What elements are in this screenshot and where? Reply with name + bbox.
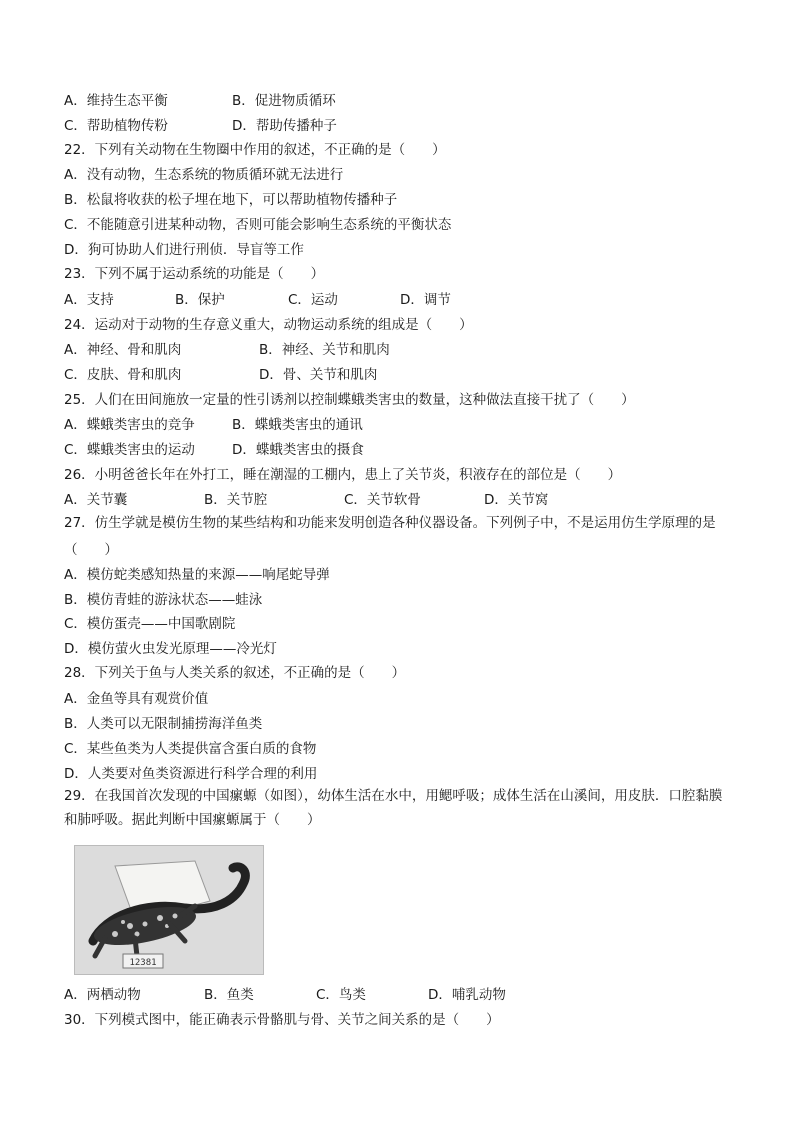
option-q24c-0: C．皮肤、骨和肌肉 — [64, 367, 182, 383]
line-q27a2: B．模仿青蛙的游泳状态——蛙泳 — [64, 592, 263, 608]
option-q26o-0: A．关节囊 — [64, 492, 128, 508]
option-q26o-2: C．关节软骨 — [344, 492, 421, 508]
line-q24: 24．运动对于动物的生存意义重大，动物运动系统的组成是（ ） — [64, 317, 473, 333]
line-q29: 29．在我国首次发现的中国瘰螈（如图），幼体生活在水中，用鳃呼吸；成体生活在山溪间，用皮肤．口腔黏膜和肺呼吸。据此判断中国瘰螈属于（ ） — [64, 788, 723, 828]
option-q23o-1: B．保护 — [175, 292, 225, 308]
option-q23o-0: A．支持 — [64, 292, 114, 308]
option-q25c-0: C．蝶蛾类害虫的运动 — [64, 442, 195, 458]
option-q21c-1: D．帮助传播种子 — [232, 118, 337, 134]
line-q21c — [64, 117, 392, 135]
line-q25c — [64, 441, 412, 459]
line-q28d: D．人类要对鱼类资源进行科学合理的利用 — [64, 766, 318, 782]
line-q24c — [64, 366, 439, 384]
line-q27a1: A．模仿蛇类感知热量的来源——响尾蛇导弹 — [64, 567, 330, 583]
option-q26o-1: B．关节腔 — [204, 492, 268, 508]
line-q22: 22．下列有关动物在生物圈中作用的叙述，不正确的是（ ） — [64, 142, 446, 158]
line-q28: 28．下列关于鱼与人类关系的叙述，不正确的是（ ） — [64, 665, 406, 681]
line-q22c: C．不能随意引进某种动物，否则可能会影响生态系统的平衡状态 — [64, 217, 452, 233]
option-q25c-1: D．蝶蛾类害虫的摄食 — [232, 442, 364, 458]
option-q29o-3: D．哺乳动物 — [428, 987, 506, 1003]
line-q23: 23．下列不属于运动系统的功能是（ ） — [64, 266, 325, 282]
line-q25a — [64, 416, 412, 434]
line-q29o — [64, 986, 518, 1004]
option-q21a-0: A．维持生态平衡 — [64, 93, 168, 109]
option-q21c-0: C．帮助植物传粉 — [64, 118, 168, 134]
option-q29o-0: A．两栖动物 — [64, 987, 141, 1003]
line-q28b: B．人类可以无限制捕捞海洋鱼类 — [64, 716, 263, 732]
line-q27a3: C．模仿蛋壳——中国歌剧院 — [64, 616, 236, 632]
option-q24c-1: D．骨、关节和肌肉 — [259, 367, 378, 383]
line-q28a: A．金鱼等具有观赏价值 — [64, 691, 209, 707]
option-q25a-1: B．蝶蛾类害虫的通讯 — [232, 417, 363, 433]
line-q25: 25．人们在田间施放一定量的性引诱剂以控制蝶蛾类害虫的数量，这种做法直接干扰了（ ） — [64, 392, 635, 408]
line-q22d: D．狗可协助人们进行刑侦．导盲等工作 — [64, 242, 304, 258]
line-q27b: （ ） — [64, 542, 118, 558]
line-q23o — [64, 291, 480, 309]
line-q27: 27．仿生学就是模仿生物的某些结构和功能来发明创造各种仪器设备。下列例子中，不是运用仿生学原理的是 — [64, 515, 716, 531]
salamander-photo — [74, 845, 264, 975]
line-q24a — [64, 341, 439, 359]
option-q26o-3: D．关节窝 — [484, 492, 549, 508]
specimen-tag: 12381 — [129, 958, 157, 968]
option-q24a-0: A．神经、骨和肌肉 — [64, 342, 182, 358]
line-q22b: B．松鼠将收获的松子埋在地下，可以帮助植物传播种子 — [64, 192, 398, 208]
option-q29o-2: C．鸟类 — [316, 987, 366, 1003]
line-q26o — [64, 491, 574, 509]
option-q23o-3: D．调节 — [400, 292, 451, 308]
option-q24a-1: B．神经、关节和肌肉 — [259, 342, 390, 358]
option-q23o-2: C．运动 — [288, 292, 338, 308]
line-q28c: C．某些鱼类为人类提供富含蛋白质的食物 — [64, 741, 317, 757]
option-q25a-0: A．蝶蛾类害虫的竞争 — [64, 417, 195, 433]
option-q29o-1: B．鱼类 — [204, 987, 254, 1003]
line-q27a4: D．模仿萤火虫发光原理——冷光灯 — [64, 641, 277, 657]
option-q21a-1: B．促进物质循环 — [232, 93, 336, 109]
line-q22a: A．没有动物，生态系统的物质循环就无法进行 — [64, 167, 344, 183]
line-q26: 26．小明爸爸长年在外打工，睡在潮湿的工棚内，患上了关节炎，积液存在的部位是（ ） — [64, 467, 622, 483]
line-q21a — [64, 92, 392, 110]
line-q30: 30．下列模式图中，能正确表示骨骼肌与骨、关节之间关系的是（ ） — [64, 1012, 500, 1028]
